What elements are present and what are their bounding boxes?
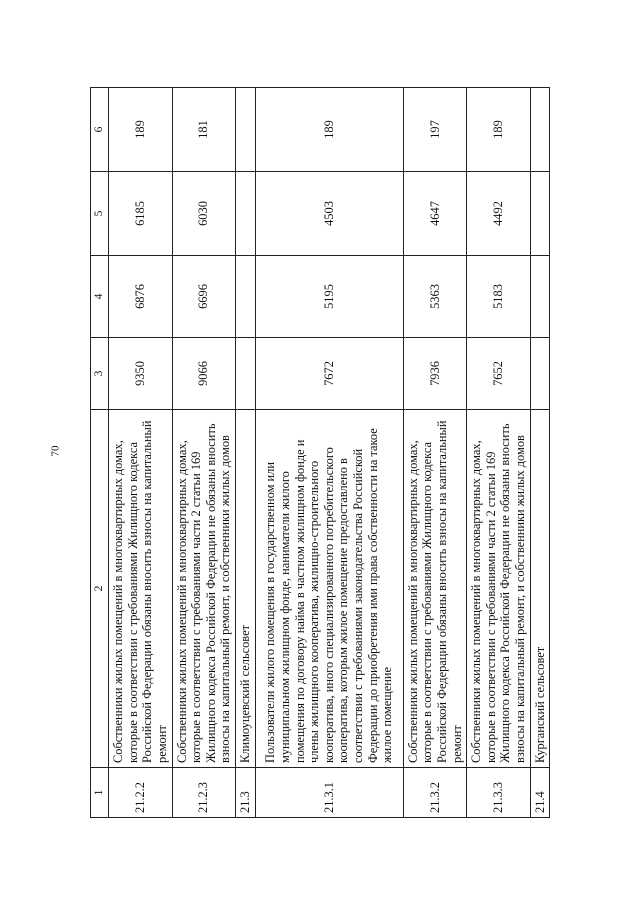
row-value-6: 197 bbox=[403, 88, 467, 172]
rotated-table-container bbox=[90, 88, 554, 818]
page-number: 70 bbox=[49, 445, 62, 457]
table-row bbox=[255, 88, 403, 818]
header-cell-1: 1 bbox=[91, 768, 109, 818]
row-code: 21.2.3 bbox=[172, 768, 236, 818]
row-code: 21.3.1 bbox=[255, 768, 403, 818]
table-row-section bbox=[530, 88, 550, 818]
row-description: Климоуцевский сельсовет bbox=[236, 410, 256, 768]
row-value-3: 7652 bbox=[467, 338, 531, 410]
row-code: 21.3 bbox=[236, 768, 256, 818]
row-value-5: 4503 bbox=[255, 172, 403, 256]
row-value-3: 7672 bbox=[255, 338, 403, 410]
row-value-6: 181 bbox=[172, 88, 236, 172]
header-cell-2: 2 bbox=[91, 410, 109, 768]
table-row bbox=[109, 88, 173, 818]
header-cell-3: 3 bbox=[91, 338, 109, 410]
header-row bbox=[91, 88, 109, 818]
row-value-6 bbox=[530, 88, 550, 172]
row-value-6 bbox=[236, 88, 256, 172]
row-description: Курганский сельсовет bbox=[530, 410, 550, 768]
table-row bbox=[403, 88, 467, 818]
row-value-4: 5195 bbox=[255, 256, 403, 338]
row-value-4: 6876 bbox=[109, 256, 173, 338]
row-value-3 bbox=[236, 338, 256, 410]
row-description: Собственники жилых помещений в многоквартирных домах, которые в соответствии с требованиями части 2 статьи 169 Жилищного кодекса Российской Федерации не обязаны вносить взносы на капитальный ремонт, и собственники жилых домов bbox=[172, 410, 236, 768]
row-value-3 bbox=[530, 338, 550, 410]
row-description: Пользователи жилого помещения в государственном или муниципальном жилищном фонде, наниматели жилого помещения по договору найма в частном жилищном фонде и члены жилищного кооператива, жилищно-строительного кооператива, иного специализированного потребительского кооператива, которым жилое помещение предоставлено в соответствии с требованиями законодательства Российской Федерации до приобретения ими права собственности на такое жилое помещение bbox=[255, 410, 403, 768]
table-row-section bbox=[236, 88, 256, 818]
tariff-table bbox=[90, 87, 550, 818]
row-value-3: 7936 bbox=[403, 338, 467, 410]
table-row bbox=[172, 88, 236, 818]
row-code: 21.4 bbox=[530, 768, 550, 818]
row-description: Собственники жилых помещений в многоквартирных домах, которые в соответствии с требованиями Жилищного кодекса Российской Федерации обязаны вносить взносы на капитальный ремонт bbox=[109, 410, 173, 768]
row-value-6: 189 bbox=[109, 88, 173, 172]
header-cell-5: 5 bbox=[91, 172, 109, 256]
row-value-5 bbox=[236, 172, 256, 256]
row-value-5: 6030 bbox=[172, 172, 236, 256]
row-value-3: 9066 bbox=[172, 338, 236, 410]
row-value-4 bbox=[236, 256, 256, 338]
header-cell-4: 4 bbox=[91, 256, 109, 338]
row-code: 21.3.3 bbox=[467, 768, 531, 818]
row-code: 21.3.2 bbox=[403, 768, 467, 818]
row-value-5: 4492 bbox=[467, 172, 531, 256]
row-value-5 bbox=[530, 172, 550, 256]
row-description: Собственники жилых помещений в многоквартирных домах, которые в соответствии с требованиями части 2 статьи 169 Жилищного кодекса Российской Федерации не обязаны вносить взносы на капитальный ремонт, и собственники жилых домов bbox=[467, 410, 531, 768]
row-value-6: 189 bbox=[467, 88, 531, 172]
row-value-6: 189 bbox=[255, 88, 403, 172]
row-value-4: 6696 bbox=[172, 256, 236, 338]
header-cell-6: 6 bbox=[91, 88, 109, 172]
table-row bbox=[467, 88, 531, 818]
row-description: Собственники жилых помещений в многоквартирных домах, которые в соответствии с требованиями Жилищного кодекса Российской Федерации обязаны вносить взносы на капитальный ремонт bbox=[403, 410, 467, 768]
row-value-3: 9350 bbox=[109, 338, 173, 410]
row-value-4 bbox=[530, 256, 550, 338]
row-code: 21.2.2 bbox=[109, 768, 173, 818]
row-value-5: 6185 bbox=[109, 172, 173, 256]
row-value-4: 5363 bbox=[403, 256, 467, 338]
row-value-4: 5183 bbox=[467, 256, 531, 338]
row-value-5: 4647 bbox=[403, 172, 467, 256]
